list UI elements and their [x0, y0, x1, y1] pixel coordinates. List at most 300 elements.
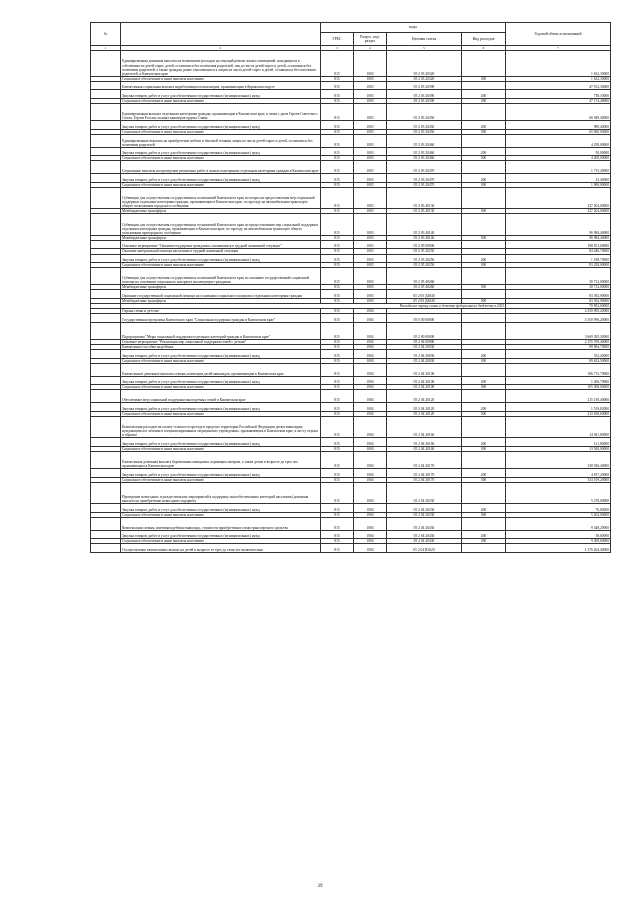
cell-target: 05 2 03 20470	[387, 182, 462, 187]
cell-amount: 237 204,00000	[506, 209, 611, 214]
table-row	[91, 104, 611, 121]
cell-name: Закупка товаров, работ и услуг для обеспечения государственных (муниципальных) нужд	[121, 90, 321, 99]
cell-name: Межбюджетные трансферты	[121, 209, 321, 214]
cell-grbs: 815	[321, 345, 354, 350]
cell-vid: 200	[462, 504, 506, 513]
cell-grbs: 815	[321, 214, 354, 235]
cell-razdel: 1004	[354, 345, 387, 350]
cell-razdel: 1004	[354, 517, 387, 530]
table-row	[91, 438, 611, 447]
cell-vid	[462, 517, 506, 530]
cell-razdel: 1003	[354, 104, 387, 121]
cell-amount: 237 204,00000	[506, 187, 611, 208]
cell-amount: 338 926,40000	[506, 451, 611, 468]
cell-razdel: 1003	[354, 161, 387, 174]
header-grbs: ГРБС	[321, 33, 354, 46]
cell-number	[91, 451, 121, 468]
table-row	[91, 161, 611, 174]
cell-amount: 352,20000	[506, 350, 611, 359]
cell-target: 05 2 04 20030	[387, 350, 462, 359]
cell-grbs: 815	[321, 134, 354, 147]
cell-target: 05 2 04 20030	[387, 345, 462, 350]
cell-target: 05 2 05 Д4040	[387, 290, 462, 299]
cell-target: 05 2 05 20250	[387, 263, 462, 268]
cell-grbs: 815	[321, 90, 354, 99]
cell-number	[91, 161, 121, 174]
cell-razdel: 1003	[354, 182, 387, 187]
cell-name: Межбюджетные трансферты	[121, 299, 321, 304]
cell-razdel: 1004	[354, 376, 387, 385]
cell-name: Субвенции для осуществления государственных полномочий Камчатского края по оказанию государственной социальной помощи на основании социального контракта малоимущим гражданам	[121, 268, 321, 285]
cell-target: 05 2 03 20450	[387, 121, 462, 130]
cell-amount: 5 202,00000	[506, 512, 611, 517]
cell-name: Закупка товаров, работ и услуг для обеспечения государственных (муниципальных) нужд	[121, 350, 321, 359]
cell-razdel: 1003	[354, 156, 387, 161]
cell-target: 05 2 04 20230	[387, 504, 462, 513]
cell-target: 05 2 04 R3020	[387, 544, 462, 553]
header-number: №	[91, 23, 121, 46]
cell-grbs: 815	[321, 530, 354, 539]
cell-name: Оказание государственной социальной помощи на основании социального контракта отдельным категориям граждан	[121, 290, 321, 299]
cell-name: Социальное обеспечение и иные выплаты населению	[121, 358, 321, 363]
cell-amount: 14 041,80000	[506, 416, 611, 437]
cell-amount: 47 174,40000	[506, 99, 611, 104]
cell-razdel: 1004	[354, 512, 387, 517]
cell-target: 05 2 04 20160	[387, 438, 462, 447]
cell-vid: 300	[462, 446, 506, 451]
cell-target: 05 2 03 40130	[387, 187, 462, 208]
cell-razdel: 1004	[354, 544, 387, 553]
cell-amount: 83 392,90000	[506, 290, 611, 299]
cell-amount: 334 109,20000	[506, 477, 611, 482]
cell-number	[91, 376, 121, 385]
cell-grbs: 815	[321, 504, 354, 513]
cell-target: 05 2 05 40260	[387, 285, 462, 290]
cell-name: Оказание материальной помощи населению в трудной жизненной ситуации	[121, 249, 321, 254]
cell-razdel: 1004	[354, 363, 387, 376]
cell-razdel: 1003	[354, 268, 387, 285]
cell-target: 05 2 05 20250	[387, 254, 462, 263]
cell-razdel: 1004	[354, 339, 387, 344]
cell-name: Закупка товаров, работ и услуг для обеспечения государственных (муниципальных) нужд	[121, 254, 321, 263]
cell-name: Единовременная денежная выплата на возмещение расходов на текущий ремонт жилых помещений, находящихся в собственности детей-сирот, детей, оставшихся без попечения родителей, лиц из числа детей-сирот и детей, оставшихся без попечения родителей, а также граждан, ранее относившихся к лицам из числа детей-сирот и детей, оставшихся без попечения родителей, в Камчатском крае	[121, 51, 321, 77]
cell-grbs: 815	[321, 482, 354, 503]
cell-grbs: 815	[321, 539, 354, 544]
cell-name: Компенсация расходов на оплату стоимости проезда в пределах территории Российской Федерации детям-инвалидам, нуждающимся в лечении в специализированных медицинских учреждениях, проживающим в Камчатском крае, к месту отдыха и обратно	[121, 416, 321, 437]
cell-razdel: 1004	[354, 451, 387, 468]
cell-name: Межбюджетные трансферты	[121, 285, 321, 290]
cell-razdel: 1004	[354, 309, 387, 314]
cell-vid	[462, 214, 506, 235]
cell-vid	[462, 134, 506, 147]
cell-grbs: 815	[321, 285, 354, 290]
header-target: Целевая статья	[387, 33, 462, 46]
cell-vid: 200	[462, 438, 506, 447]
cell-grbs: 815	[321, 290, 354, 299]
cell-grbs: 815	[321, 299, 354, 304]
cell-vid	[462, 363, 506, 376]
cell-name: Социальное обеспечение и иные выплаты населению	[121, 263, 321, 268]
cell-razdel: 1004	[354, 438, 387, 447]
cell-grbs: 815	[321, 209, 354, 214]
cell-name: Социальные выплаты на проведение ремонтных работ в жилых помещениях отдельным категориям граждан в Камчатском крае	[121, 161, 321, 174]
cell-number	[91, 469, 121, 478]
cell-number	[91, 290, 121, 299]
cell-grbs: 815	[321, 249, 354, 254]
table-row	[91, 322, 611, 339]
cell-target: 05 2 00 00000	[387, 322, 462, 339]
cell-grbs: 815	[321, 512, 354, 517]
cell-vid: 200	[462, 90, 506, 99]
cell-vid	[462, 51, 506, 77]
cell-amount: 47 912,30000	[506, 81, 611, 90]
table-row	[91, 214, 611, 235]
cell-target: 05 2 03 20390	[387, 90, 462, 99]
cell-amount: 4 817,20000	[506, 469, 611, 478]
cell-razdel: 1004	[354, 314, 387, 323]
cell-vid: 200	[462, 174, 506, 183]
cell-amount: 89 632,50000	[506, 358, 611, 363]
cell-vid: 300	[462, 411, 506, 416]
cell-grbs: 815	[321, 187, 354, 208]
cell-name: Социальное обеспечение и иные выплаты населению	[121, 129, 321, 134]
cell-amount: 1 715,40000	[506, 161, 611, 174]
cell-razdel: 1003	[354, 214, 387, 235]
cell-grbs: 815	[321, 182, 354, 187]
cell-number	[91, 187, 121, 208]
cell-grbs: 815	[321, 76, 354, 81]
cell-amount: 4 350 996,20000	[506, 314, 611, 323]
cell-name: Осуществление ежемесячных выплат на детей в возрасте от трех до семи лет включительно	[121, 544, 321, 553]
cell-vid: 300	[462, 358, 506, 363]
cell-amount: 215 150,40000	[506, 390, 611, 403]
cell-target: 05 2 04 20100	[387, 385, 462, 390]
cell-name: Закупка товаров, работ и услуг для обеспечения государственных (муниципальных) нужд	[121, 174, 321, 183]
cell-vid: 500	[462, 235, 506, 240]
cell-razdel: 1004	[354, 385, 387, 390]
table-row	[91, 51, 611, 77]
cell-name: Субвенции для осуществления государственных полномочий Камчатского края по вопросам предоставления мер социальной поддержки отдельным категориям граждан, проживающим в Камчатском крае, по проезду на автомобильном транспорте общего пользования городского сообщения	[121, 187, 321, 208]
cell-grbs: 815	[321, 403, 354, 412]
cell-amount: 66 949,40000	[506, 104, 611, 121]
cell-amount: 121,80000	[506, 438, 611, 447]
cell-target: 05 2 04 20170	[387, 469, 462, 478]
cell-amount: 4 250,00000	[506, 134, 611, 147]
cell-razdel: 1003	[354, 263, 387, 268]
cell-grbs: 815	[321, 390, 354, 403]
cell-name: Ежемесячные денежные выплаты семьям, имеющим детей-инвалидов, проживающим в Камчатском крае	[121, 363, 321, 376]
cell-grbs: 815	[321, 363, 354, 376]
cell-grbs: 815	[321, 451, 354, 468]
cell-amount: 3 669 395,20000	[506, 322, 611, 339]
table-row	[91, 314, 611, 323]
cell-target: 05 2 04 20230	[387, 482, 462, 503]
cell-amount: 9 348,20000	[506, 517, 611, 530]
table-row	[91, 90, 611, 99]
header-name	[121, 23, 321, 46]
cell-vid	[462, 161, 506, 174]
cell-number	[91, 314, 121, 323]
table-row	[91, 451, 611, 468]
column-number: 1	[91, 46, 121, 51]
cell-target: 05 2 03 20470	[387, 174, 462, 183]
cell-amount: 1 632,30000	[506, 76, 611, 81]
cell-name: Основное мероприятие "Оказание поддержки гражданам, оказавшимся в трудной жизненной ситуации"	[121, 240, 321, 249]
table-row	[91, 350, 611, 359]
cell-razdel: 1003	[354, 174, 387, 183]
cell-razdel: 1003	[354, 51, 387, 77]
header-annual-volume: Годовой объем ассигнований	[506, 23, 611, 46]
cell-grbs: 815	[321, 376, 354, 385]
cell-number	[91, 104, 121, 121]
cell-razdel: 1003	[354, 187, 387, 208]
cell-amount: 96 984,40000	[506, 235, 611, 240]
cell-grbs: 815	[321, 517, 354, 530]
cell-amount: 213 630,60000	[506, 411, 611, 416]
cell-target: 05 2 04 20170	[387, 451, 462, 468]
cell-name: Охрана семьи и детства	[121, 309, 321, 314]
cell-razdel: 1003	[354, 240, 387, 249]
cell-vid	[462, 390, 506, 403]
cell-vid	[462, 104, 506, 121]
cell-number	[91, 174, 121, 183]
cell-razdel: 1003	[354, 299, 387, 304]
cell-name: Социальное обеспечение и иные выплаты населению	[121, 76, 321, 81]
table-row	[91, 482, 611, 503]
cell-grbs: 815	[321, 411, 354, 416]
cell-grbs: 815	[321, 240, 354, 249]
page-number: 39	[317, 884, 323, 889]
cell-name: Ежемесячная социальная выплата неработающим пенсионерам, проживающим в Корякском округе	[121, 81, 321, 90]
table-row	[91, 504, 611, 513]
cell-name: Социальное обеспечение и иные выплаты населению	[121, 411, 321, 416]
column-number: 3	[321, 46, 354, 51]
cell-vid: 300	[462, 263, 506, 268]
header-vid: Вид расходов	[462, 33, 506, 46]
cell-grbs: 815	[321, 314, 354, 323]
cell-grbs: 815	[321, 438, 354, 447]
column-number: 2	[121, 46, 321, 51]
cell-vid: 200	[462, 403, 506, 412]
cell-target: 05 2 04 20430	[387, 517, 462, 530]
cell-vid: 200	[462, 530, 506, 539]
cell-target: 05 2 04 20030	[387, 358, 462, 363]
cell-grbs: 815	[321, 268, 354, 285]
budget-table	[90, 22, 611, 553]
cell-target: 05 2 04 20170	[387, 477, 462, 482]
cell-amount: 65 960,00000	[506, 129, 611, 134]
cell-grbs: 815	[321, 385, 354, 390]
cell-target: 05 2 05 20250	[387, 249, 462, 254]
cell-razdel: 1003	[354, 249, 387, 254]
table-row	[91, 376, 611, 385]
cell-amount: 89 984,70000	[506, 345, 611, 350]
cell-amount: 738,10000	[506, 90, 611, 99]
cell-razdel: 1004	[354, 416, 387, 437]
table-row	[91, 390, 611, 403]
cell-number	[91, 482, 121, 503]
cell-razdel: 1004	[354, 482, 387, 503]
cell-razdel: 1003	[354, 99, 387, 104]
cell-name: Компенсация семьям, имеющим ребенка-инвалида, стоимости приобретенного ими транспортного средства	[121, 517, 321, 530]
table-row	[91, 268, 611, 285]
cell-grbs: 815	[321, 263, 354, 268]
cell-number	[91, 363, 121, 376]
cell-grbs: 815	[321, 469, 354, 478]
budget-table-sheet	[90, 22, 610, 553]
cell-number	[91, 403, 121, 412]
cell-target: 05 2 04 20430	[387, 530, 462, 539]
cell-grbs: 815	[321, 121, 354, 130]
table-row	[91, 416, 611, 437]
cell-number	[91, 322, 121, 339]
cell-amount: 38,60000	[506, 530, 611, 539]
cell-vid	[462, 240, 506, 249]
cell-razdel: 1004	[354, 350, 387, 359]
cell-target: 05 2 03 20390	[387, 99, 462, 104]
cell-vid: 200	[462, 376, 506, 385]
margin-mark: ·	[5, 896, 7, 901]
cell-amount: 4 200,00000	[506, 156, 611, 161]
table-row	[91, 363, 611, 376]
cell-razdel: 1003	[354, 254, 387, 263]
cell-razdel: 1003	[354, 285, 387, 290]
cell-name: Закупка товаров, работ и услуг для обеспечения государственных (муниципальных) нужд	[121, 376, 321, 385]
cell-vid	[462, 482, 506, 503]
cell-target: 05 2 03 20320	[387, 76, 462, 81]
cell-target: 05 2 03 20460	[387, 156, 462, 161]
cell-grbs: 815	[321, 416, 354, 437]
cell-number	[91, 416, 121, 437]
cell-razdel: 1004	[354, 446, 387, 451]
cell-target: 05 2 03 20320	[387, 51, 462, 77]
cell-number	[91, 90, 121, 99]
cell-vid: 300	[462, 156, 506, 161]
cell-target: 05 2 03 20460	[387, 134, 462, 147]
cell-number	[91, 240, 121, 249]
cell-grbs: 815	[321, 350, 354, 359]
cell-target: 05 2 03 20470	[387, 161, 462, 174]
cell-name: Закупка товаров, работ и услуг для обеспечения государственных (муниципальных) нужд	[121, 403, 321, 412]
cell-razdel: 1004	[354, 469, 387, 478]
cell-razdel: 1003	[354, 129, 387, 134]
cell-amount: 989,40000	[506, 121, 611, 130]
cell-grbs: 815	[321, 104, 354, 121]
cell-amount: 30 712,00000	[506, 268, 611, 285]
cell-number	[91, 51, 121, 77]
cell-vid: 200	[462, 254, 506, 263]
cell-razdel: 1004	[354, 358, 387, 363]
cell-number	[91, 504, 121, 513]
cell-vid: 300	[462, 76, 506, 81]
column-number: 5	[387, 46, 462, 51]
cell-amount: 106 715,70000	[506, 363, 611, 376]
header-razdel: Раздел, под-раздел	[354, 33, 387, 46]
cell-target: 05 2 05 40260	[387, 268, 462, 285]
cell-number	[91, 134, 121, 147]
cell-grbs: 815	[321, 339, 354, 344]
cell-target: 05 2 03 40130	[387, 209, 462, 214]
cell-amount: 198 551,60000	[506, 240, 611, 249]
cell-target: 05 2 03 40140	[387, 235, 462, 240]
cell-grbs: 815	[321, 254, 354, 263]
cell-target: 05 2 03 40140	[387, 214, 462, 235]
cell-razdel: 1004	[354, 322, 387, 339]
table-row	[91, 174, 611, 183]
cell-vid: 300	[462, 182, 506, 187]
cell-grbs: 815	[321, 81, 354, 90]
cell-grbs: 815	[321, 235, 354, 240]
table-row	[91, 121, 611, 130]
cell-vid: 200	[462, 121, 506, 130]
cell-grbs: 815	[321, 322, 354, 339]
cell-name: Социальное обеспечение и иные выплаты населению	[121, 182, 321, 187]
cell-target: 05 0 00 00000	[387, 314, 462, 323]
cell-name: Закупка товаров, работ и услуг для обеспечения государственных (муниципальных) нужд	[121, 530, 321, 539]
cell-name: Ежемесячное пособие на ребенка	[121, 345, 321, 350]
cell-target: 05 2 04 20100	[387, 363, 462, 376]
cell-vid	[462, 290, 506, 299]
cell-number	[91, 268, 121, 285]
cell-amount: 76,00000	[506, 504, 611, 513]
cell-target: 05 2 03 20450	[387, 104, 462, 121]
cell-razdel: 1004	[354, 530, 387, 539]
cell-vid: 300	[462, 512, 506, 517]
cell-name: Социальное обеспечение и иные выплаты населению	[121, 539, 321, 544]
cell-grbs: 815	[321, 51, 354, 77]
cell-amount: 5 278,00000	[506, 482, 611, 503]
cell-vid: 300	[462, 539, 506, 544]
column-number: 4	[354, 46, 387, 51]
cell-amount: 25,40000	[506, 174, 611, 183]
column-number: 6	[462, 46, 506, 51]
cell-grbs: 815	[321, 129, 354, 134]
cell-amount: 96 984,40000	[506, 214, 611, 235]
cell-amount: 83 258,00000	[506, 263, 611, 268]
cell-grbs: 815	[321, 309, 354, 314]
cell-amount: 105 508,00000	[506, 385, 611, 390]
cell-vid: 200	[462, 147, 506, 156]
cell-vid	[462, 416, 506, 437]
cell-vid: 300	[462, 99, 506, 104]
cell-amount: 70 852,60000	[506, 304, 611, 309]
cell-number	[91, 517, 121, 530]
table-row	[91, 544, 611, 553]
cell-vid: 200	[462, 350, 506, 359]
cell-vid	[462, 544, 506, 553]
cell-target: 05 2 04 20430	[387, 539, 462, 544]
cell-grbs: 815	[321, 156, 354, 161]
cell-target: 05 2 05 Д4040	[387, 299, 462, 304]
cell-target: 05 2 04 00000	[387, 339, 462, 344]
cell-name: Единовременные выплаты на приобретение мебели и бытовой техники лицам из числа детей-сирот и детей, оставшихся без попечения родителей	[121, 134, 321, 147]
cell-vid: 200	[462, 469, 506, 478]
cell-amount: 83 392,90000	[506, 299, 611, 304]
table-row	[91, 81, 611, 90]
cell-name: Подпрограмма "Меры социальной поддержки отдельных категорий граждан в Камчатском крае"	[121, 322, 321, 339]
cell-name: Социальное обеспечение и иные выплаты населению	[121, 156, 321, 161]
table-body	[91, 51, 611, 553]
cell-amount: 1 632,30000	[506, 51, 611, 77]
cell-amount: 30 712,00000	[506, 285, 611, 290]
header-codes: коды	[321, 23, 506, 33]
cell-vid: 300	[462, 129, 506, 134]
cell-name: Социальное обеспечение и иные выплаты населению	[121, 512, 321, 517]
cell-name: Ежемесячная денежная выплата беременным женщинам, кормящим матерям, а также детям в возрасте до трех лет, проживающим в Камчатском крае	[121, 451, 321, 468]
cell-razdel: 1003	[354, 235, 387, 240]
cell-amount: 1 206,70000	[506, 376, 611, 385]
cell-vid	[462, 81, 506, 90]
